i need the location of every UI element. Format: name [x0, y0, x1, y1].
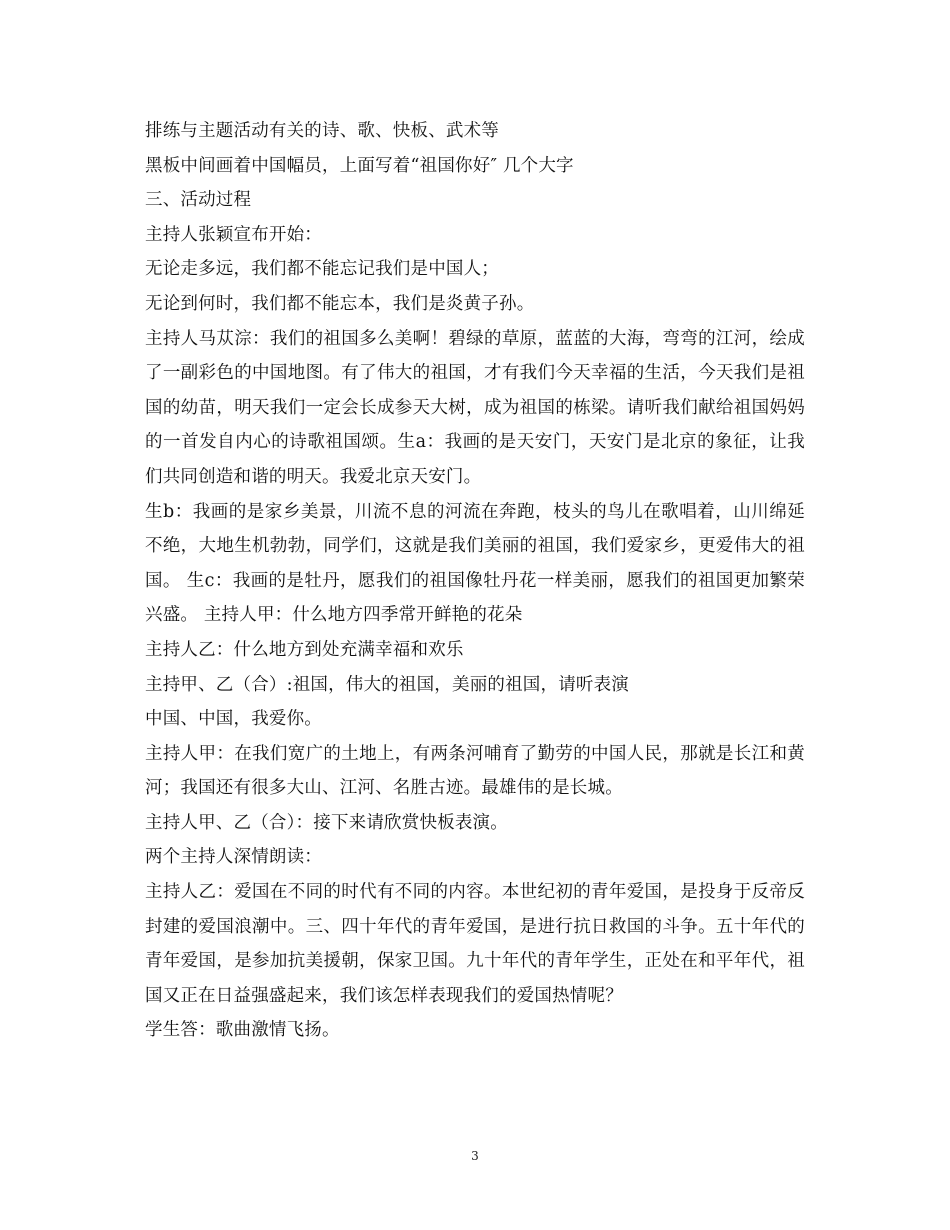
paragraph-student-b-c: 生b：我画的是家乡美景，川流不息的河流在奔跑，枝头的鸟儿在歌唱着，山川绵延不绝，大地生机勃勃，同学们，这就是我们美丽的祖国，我们爱家乡，更爱伟大的祖国。 生c：我画的是牡丹，愿我们的祖国像牡丹花一样美丽，愿我们的祖国更加繁荣兴盛。 主持人甲：什么地方四季常开鲜艳的花朵 [145, 501, 805, 626]
paragraph-blackboard: 黑板中间画着中国幅员，上面写着“祖国你好″ 几个大字 [145, 155, 574, 176]
paragraph-hosts-together: 主持甲、乙（合）:祖国，伟大的祖国，美丽的祖国，请听表演 [145, 674, 629, 695]
paragraph-student-answer: 学生答：歌曲激情飞扬。 [145, 1020, 340, 1041]
page-number: 3 [471, 1149, 479, 1163]
section-heading-activity-process: 三、活动过程 [145, 190, 252, 211]
paragraph-rehearsal: 排练与主题活动有关的诗、歌、快板、武术等 [145, 121, 499, 141]
paragraph-never-forget: 无论走多远，我们都不能忘记我们是中国人； [145, 259, 499, 280]
paragraph-host-announce: 主持人张颖宣布开始： [145, 224, 322, 245]
paragraph-two-hosts-read: 两个主持人深情朗读： [145, 847, 322, 868]
paragraph-host-yi-patriotism: 主持人乙：爱国在不同的时代有不同的内容。本世纪初的青年爱国，是投身于反帝反封建的爱国浪潮中。三、四十年代的青年爱国，是进行抗日救国的斗争。五十年代的青年爱国，是参加抗美援朝，保家卫国。九十年代的青年学生，正处在和平年代，祖国又正在日益强盛起来，我们该怎样表现我们的爱国热情呢？ [145, 882, 805, 1006]
paragraph-host-jia-rivers: 主持人甲：在我们宽广的土地上，有两条河哺育了勤劳的中国人民，那就是长江和黄河；我国还有很多大山、江河、名胜古迹。最雄伟的是长城。 [145, 743, 805, 799]
paragraph-host-yi-question: 主持人乙：什么地方到处充满幸福和欢乐 [145, 639, 464, 660]
paragraph-host-ma: 主持人马苁淙：我们的祖国多么美啊！碧绿的草原，蓝蓝的大海，弯弯的江河，绘成了一副彩色的中国地图。有了伟大的祖国，才有我们今天幸福的生活，今天我们是祖国的幼苗，明天我们一定会长成参天大树，成为祖国的栋梁。请听我们献给祖国妈妈的一首发自内心的诗歌祖国颂。生a：我画的是天安门，天安门是北京的象征，让我们共同创造和谐的明天。我爱北京天安门。 [145, 328, 805, 487]
paragraph-kuaiban: 主持人甲、乙（合）：接下来请欣赏快板表演。 [145, 812, 508, 833]
paragraph-never-forget-roots: 无论到何时，我们都不能忘本，我们是炎黄子孙。 [145, 293, 535, 314]
document-body [145, 114, 805, 1048]
paragraph-china-love: 中国、中国，我爱你。 [145, 709, 322, 730]
